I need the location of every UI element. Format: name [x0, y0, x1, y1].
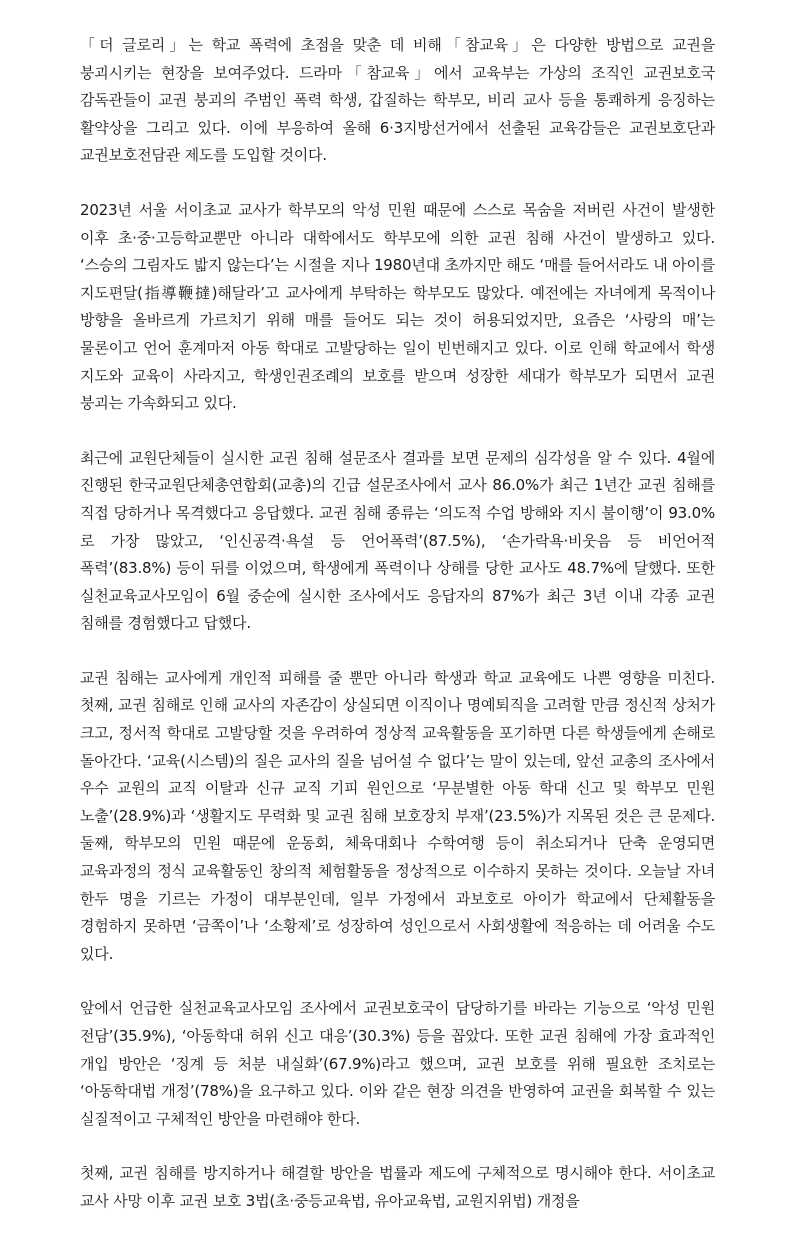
paragraph-1: 「더 글로리」는 학교 폭력에 초점을 맞춘 데 비해「참교육」은 다양한 방법으로 교권을 붕괴시키는 현장을 보여주었다. 드라마「참교육」에서 교육부는 가상의 조직인 교권보호국 감독관들이 교권 붕괴의 주범인 폭력 학생, 갑질하는 학부모, 비리 교사 등을 통쾌하게 응징하는 활약상을 그리고 있다. 이에 부응하여 올해 6·3지방선거에서 선출된 교육감들은 교권보호단과 교권보호전담관 제도를 도입할 것이다. — [80, 36, 715, 165]
paragraph-6: 첫째, 교권 침해를 방지하거나 해결할 방안을 법률과 제도에 구체적으로 명시해야 한다. 서이초교 교사 사망 이후 교권 보호 3법(초·중등교육법, 유아교육법, 교원지위법) 개정을 — [80, 1164, 715, 1210]
document-body — [80, 32, 715, 1243]
paragraph-3: 최근에 교원단체들이 실시한 교권 침해 설문조사 결과를 보면 문제의 심각성을 알 수 있다. 4월에 진행된 한국교원단체총연합회(교총)의 긴급 설문조사에서 교사 86.0%가 최근 1년간 교권 침해를 직접 당하거나 목격했다고 응답했다. 교권 침해 종류는 ‘의도적 수업 방해와 지시 불이행’이 93.0%로 가장 많았고, ‘인신공격·욕설 등 언어폭력’(87.5%), ‘손가락욕·비웃음 등 비언어적 폭력’(83.8%) 등이 뒤를 이었으며, 학생에게 폭력이나 상해를 당한 교사도 48.7%에 달했다. 또한 실천교육교사모임이 6월 중순에 실시한 조사에서도 응답자의 87%가 최근 3년 이내 각종 교권 침해를 경험했다고 답했다. — [80, 448, 715, 633]
paragraph-5: 앞에서 언급한 실천교육교사모임 조사에서 교권보호국이 담당하기를 바라는 기능으로 ‘악성 민원 전담’(35.9%), ‘아동학대 허위 신고 대응’(30.3%) 등을 꼽았다. 또한 교권 침해에 가장 효과적인 개입 방안은 ‘징계 등 처분 내실화’(67.9%)라고 했으며, 교권 보호를 위해 필요한 조치로는 ‘아동학대법 개정’(78%)을 요구하고 있다. 이와 같은 현장 의견을 반영하여 교권을 회복할 수 있는 실질적이고 구체적인 방안을 마련해야 한다. — [80, 999, 715, 1128]
paragraph-4: 교권 침해는 교사에게 개인적 피해를 줄 뿐만 아니라 학생과 학교 교육에도 나쁜 영향을 미친다. 첫째, 교권 침해로 인해 교사의 자존감이 상실되면 이직이나 명예퇴직을 고려할 만큼 정신적 상처가 크고, 정서적 학대로 고발당할 것을 우려하여 정상적 교육활동을 포기하면 다른 학생들에게 손해로 돌아간다. ‘교육(시스템)의 질은 교사의 질을 넘어설 수 없다’는 말이 있는데, 앞선 교총의 조사에서 우수 교원의 교직 이탈과 신규 교직 기피 원인으로 ‘무분별한 아동 학대 신고 및 학부모 민원 노출’(28.9%)과 ‘생활지도 무력화 및 교권 침해 보호장치 부재’(23.5%)가 지목된 것은 큰 문제다. 둘째, 학부모의 민원 때문에 운동회, 체육대회나 수학여행 등이 취소되거나 단축 운영되면 교육과정의 정식 교육활동인 창의적 체험활동을 정상적으로 이수하지 못하는 것이다. 오늘날 자녀 한두 명을 기르는 가정이 대부분인데, 일부 가정에서 과보호로 아이가 학교에서 단체활동을 경험하지 못하면 ‘금쪽이’나 ‘소황제’로 성장하여 성인으로서 사회생활에 적응하는 데 어려울 수도 있다. — [80, 668, 715, 963]
paragraph-2: 2023년 서울 서이초교 교사가 학부모의 악성 민원 때문에 스스로 목숨을 저버린 사건이 발생한 이후 초·중·고등학교뿐만 아니라 대학에서도 학부모에 의한 교권 침해 사건이 발생하고 있다. ‘스승의 그림자도 밟지 않는다’는 시절을 지나 1980년대 초까지만 해도 ‘매를 들어서라도 내 아이를 지도편달(指導鞭撻)해달라’고 교사에게 부탁하는 학부모도 많았다. 예전에는 자녀에게 목적이나 방향을 올바르게 가르치기 위해 매를 들어도 되는 것이 허용되었지만, 요즘은 ‘사랑의 매’는 물론이고 언어 훈계마저 아동 학대로 고발당하는 일이 빈번해지고 있다. 이로 인해 학교에서 학생 지도와 교육이 사라지고, 학생인권조례의 보호를 받으며 성장한 세대가 학부모가 되면서 교권 붕괴는 가속화되고 있다. — [80, 200, 715, 413]
